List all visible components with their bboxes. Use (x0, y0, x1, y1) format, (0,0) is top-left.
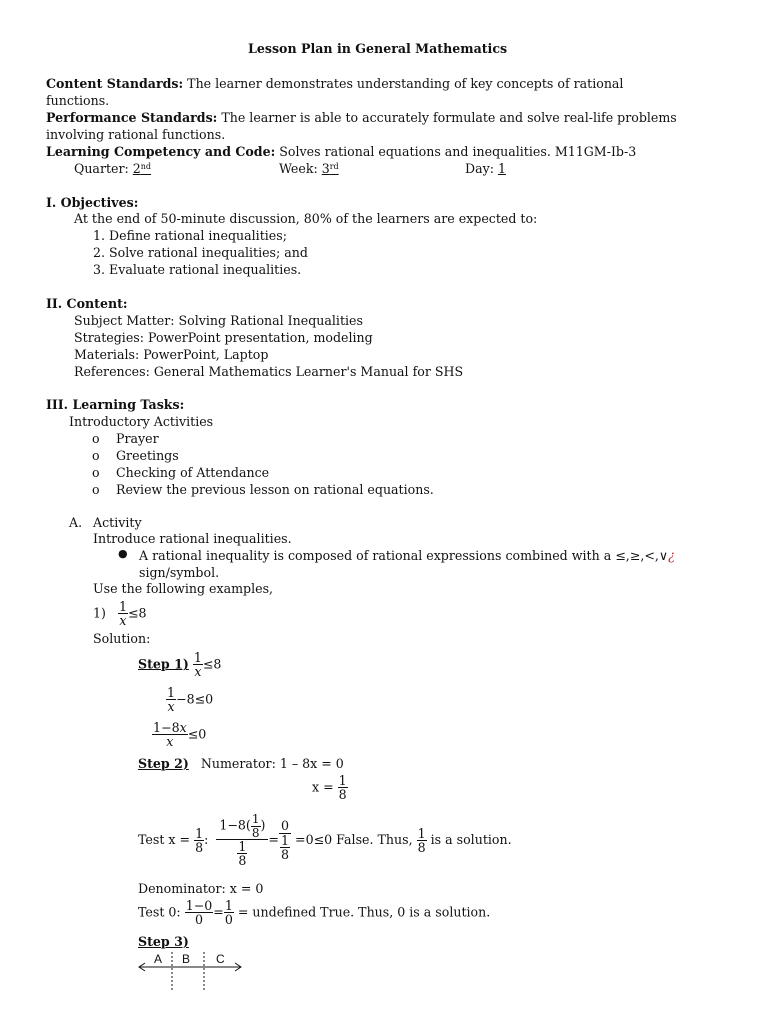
quarter-field (74, 163, 151, 176)
performance-standards-text: The learner is able to accurately formulate and solve real-life problems (221, 110, 677, 125)
objective-item: 2. Solve rational inequalities; and (93, 245, 308, 260)
quarter-value: 2nd (132, 161, 152, 176)
interval-label-a: A (154, 952, 163, 966)
task-item: Checking of Attendance (116, 465, 270, 480)
day-field (465, 163, 506, 176)
activity-intro: Introduce rational inequalities. (93, 531, 292, 546)
activity-letter: A. (69, 515, 83, 530)
use-examples: Use the following examples, (93, 581, 274, 596)
objectives-heading: I. Objectives: (46, 195, 139, 210)
content-heading: II. Content: (46, 296, 128, 311)
week-label: Week: (279, 161, 318, 176)
example-1: 1) $\frac{1}{x}$ ≤8 (93, 599, 147, 629)
bullet-glyph: o (92, 431, 100, 446)
tasks-intro: Introductory Activities (69, 414, 214, 429)
content-line: Subject Matter: Solving Rational Inequalities (74, 313, 363, 328)
step-1-line-3: $\frac{1-8x}{x}$ ≤0 (153, 720, 207, 750)
tasks-heading: III. Learning Tasks: (46, 397, 185, 412)
compound-fraction: 1−8( $\frac{1}{8}$ ) $\frac{1}{8}$ (216, 813, 268, 868)
day-label: Day: (465, 161, 494, 176)
performance-standards (46, 112, 677, 125)
objective-item: 1. Define rational inequalities; (93, 228, 287, 243)
week-field (279, 163, 339, 176)
performance-standards-cont: involving rational functions. (46, 127, 226, 142)
page-title: Lesson Plan in General Mathematics (248, 41, 508, 56)
step-1-line-2: $\frac{1}{x}$ −8≤0 (167, 685, 214, 715)
number-line (136, 950, 246, 990)
competency-text: Solves rational equations and inequalities. M11GM-Ib-3 (279, 144, 637, 159)
content-standards-label: Content Standards: (46, 76, 184, 91)
content-standards-cont: functions. (46, 93, 110, 108)
rational-inequality-definition: A rational inequality is composed of rational expressions combined with a ≤,≥,<,∨¿ (139, 548, 675, 563)
content-line: Strategies: PowerPoint presentation, modeling (74, 330, 373, 345)
activity-label: Activity (93, 515, 142, 530)
content-line: References: General Mathematics Learner's Manual for SHS (74, 364, 464, 379)
bullet-glyph: o (92, 465, 100, 480)
step-2: Step 2) Numerator: 1 – 8x = 0 (138, 756, 344, 771)
stray-symbol: ¿ (668, 548, 675, 563)
quarter-label: Quarter: (74, 161, 129, 176)
content-standards (46, 78, 623, 91)
interval-label-c: C (216, 952, 225, 966)
day-value: 1 (497, 161, 506, 176)
bullet-glyph: o (92, 448, 100, 463)
denominator-line: Denominator: x = 0 (138, 881, 264, 896)
interval-label-b: B (182, 952, 191, 966)
step-3: Step 3) (138, 934, 189, 949)
step-1: Step 1) $\frac{1}{x}$ ≤8 (138, 650, 222, 680)
fraction: $\frac{1}{x}$ (118, 599, 127, 629)
x-solution: x = $\frac{1}{8}$ (312, 773, 347, 803)
performance-standards-label: Performance Standards: (46, 110, 218, 125)
task-item: Review the previous lesson on rational equations. (116, 482, 434, 497)
bullet-glyph: o (92, 482, 100, 497)
learning-competency (46, 146, 636, 159)
content-standards-text: The learner demonstrates understanding of key concepts of rational (187, 76, 624, 91)
bullet-dot-icon: ● (118, 547, 128, 560)
test-0: Test 0: $\frac{1-0}{0}$ = $\frac{1}{0}$ = undefined True. Thus, 0 is a solution. (138, 898, 491, 928)
objectives-intro: At the end of 50-minute discussion, 80% of the learners are expected to: (74, 211, 538, 226)
content-line: Materials: PowerPoint, Laptop (74, 347, 269, 362)
task-item: Prayer (116, 431, 159, 446)
definition-cont: sign/symbol. (139, 565, 220, 580)
objective-item: 3. Evaluate rational inequalities. (93, 262, 302, 277)
competency-label: Learning Competency and Code: (46, 144, 276, 159)
solution-label: Solution: (93, 631, 151, 646)
task-item: Greetings (116, 448, 179, 463)
week-value: 3rd (321, 161, 339, 176)
test-x: Test x = $\frac{1}{8}$ : 1−8( $\frac{1}{8}$ ) $\frac{1}{8}$ = $\frac{0}{\frac{1}{8}}$ =0≤0 False. Thus, $\frac{1}{8}$ is a solution. (138, 812, 512, 869)
